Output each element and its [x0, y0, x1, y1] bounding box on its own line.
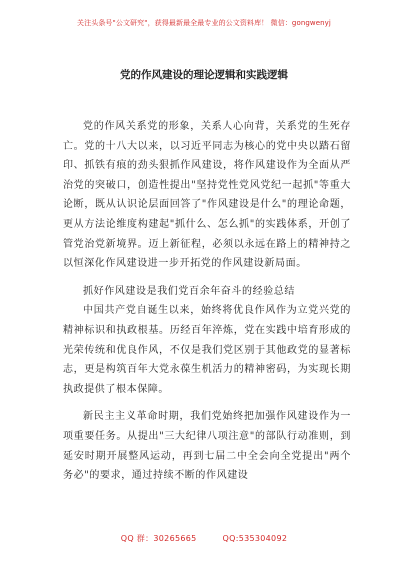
- footer-qq-group: QQ 群：30265665: [120, 534, 197, 543]
- footer-contact: [0, 533, 408, 544]
- body-paragraph: 新民主主义革命时期，我们党始终把加强作风建设作为一项重要任务。从提出"三大纪律八项注意"的部队行动准则，到延安时期开展整风运动，再到七届二中全会向全党提出"两个务必"的要求，通过持续不断的作风建设: [63, 411, 351, 482]
- intro-paragraph: 党的作风关系党的形象，关系人心向背，关系党的生死存亡。党的十八大以来，以习近平同志为核心的党中央以踏石留印、抓铁有痕的劲头狠抓作风建设，将作风建设作为全面从严治党的突破口，创造性提出"坚持党性党风党纪一起抓"等重大论断，既从认识论层面回答了"作风建设是什么"的理论命题，更从方法论维度构建起"抓什么、怎么抓"的实践体系，开创了管党治党新境界。迈上新征程，必须以永远在路上的精神持之以恒深化作风建设进一步开拓党的作风建设新局面。: [63, 121, 351, 270]
- body-paragraph: 中国共产党自诞生以来，始终将优良作风作为立党兴党的精神标识和执政根基。历经百年淬炼，党在实践中培育形成的光荣传统和优良作风，不仅是我们党区别于其他政党的显著标志，更是构筑百年大党永葆生机活力的精神密码，为实现长期执政提供了根本保障。: [63, 305, 351, 395]
- section-heading: 抓好作风建设是我们党百余年奋斗的经验总结: [83, 285, 295, 297]
- page-title: 党的作风建设的理论逻辑和实践逻辑: [120, 69, 288, 81]
- footer-qq: QQ:535304092: [222, 534, 288, 543]
- top-banner: 关注头条号"公文研究"，获得最新最全最专业的公文资料库！ 微信：gongwenyj: [77, 19, 331, 27]
- document-body: [63, 117, 351, 486]
